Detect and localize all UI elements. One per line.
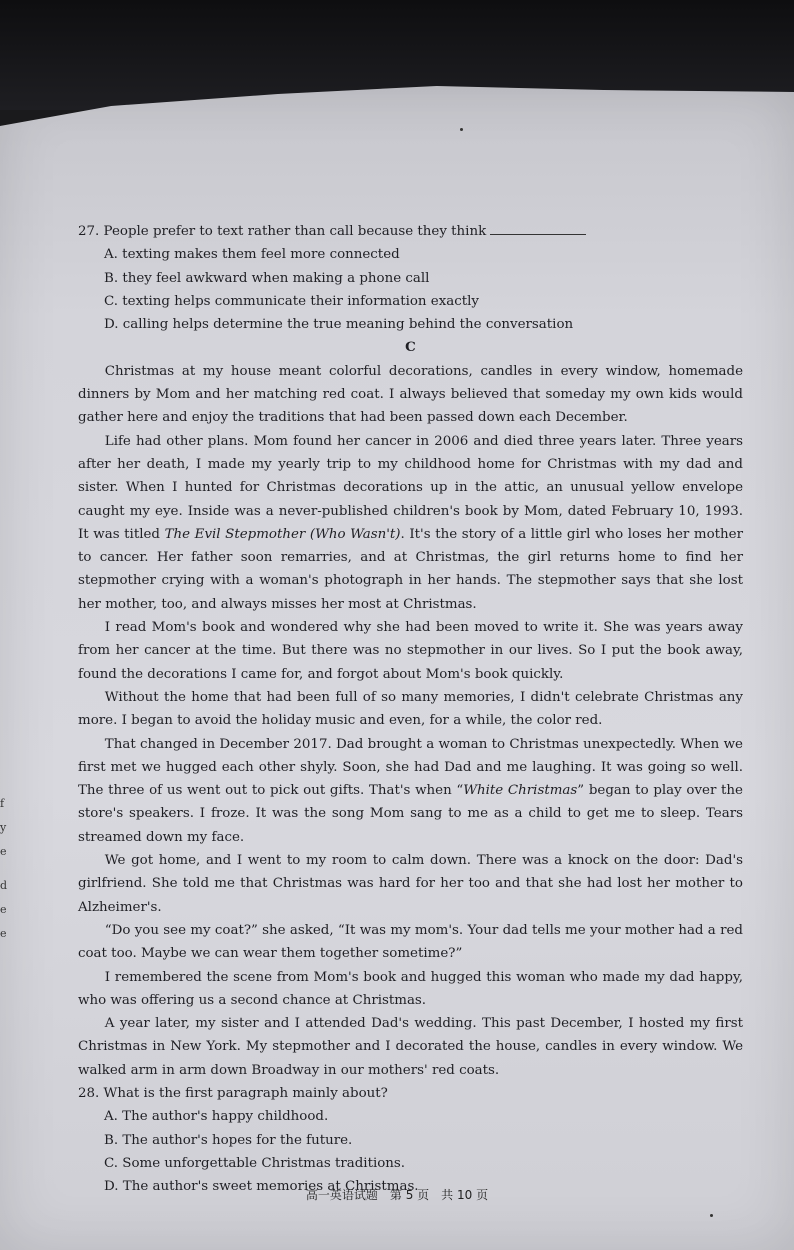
q28-option-c: C. Some unforgettable Christmas traditions. xyxy=(104,1155,406,1171)
passage-paragraph: I read Mom's book and wondered why she had been moved to write it. She was years away from her cancer at the time. But there was no stepmother in our lives. So I put the book away, found the decorations I came for, and forgot about Mom's book quickly. xyxy=(78,620,743,682)
passage-paragraph xyxy=(78,733,743,849)
passage-paragraph xyxy=(78,430,743,616)
passage-paragraph: Without the home that had been full of so many memories, I didn't celebrate Christmas any more. I began to avoid the holiday music and even, for a while, the color red. xyxy=(78,689,743,729)
page-footer: 高一英语试题 第 5 页 共 10 页 xyxy=(305,1188,489,1202)
page-content xyxy=(78,220,743,1198)
passage-paragraph: I remembered the scene from Mom's book and hugged this woman who made my dad happy, who was offering us a second chance at Christmas. xyxy=(78,969,743,1008)
passage-paragraph: “Do you see my coat?” she asked, “It was my mom's. Your dad tells me your mother had a red coat too. Maybe we can wear them together sometime?” xyxy=(78,922,743,962)
question-28: 28. What is the first paragraph mainly about? xyxy=(78,1085,388,1101)
q27-option-b: B. they feel awkward when making a phone call xyxy=(104,270,430,286)
edge-letter: d xyxy=(0,879,8,892)
answer-blank xyxy=(490,220,586,235)
passage-paragraph: We got home, and I went to my room to calm down. There was a knock on the door: Dad's girlfriend. She told me that Christmas was hard for her too and that she had lost her mother to Alzheimer's. xyxy=(78,853,743,915)
edge-letter: e xyxy=(0,927,7,940)
edge-letter: f xyxy=(0,797,5,810)
q28-option-d: D. The author's sweet memories at Christmas. xyxy=(104,1179,419,1195)
paragraph-text: . It's the story of a little girl who loses her mother to cancer. Her father soon remarries, and at Christmas, the girl returns home to find her stepmother crying with a woman's photograph in her hands. The stepmother says that she lost her mother, too, and always misses her most at Christmas. xyxy=(78,526,743,612)
passage-paragraph: A year later, my sister and I attended Dad's wedding. This past December, I hosted my first Christmas in New York. My stepmother and I decorated the house, candles in every window. We walked arm in arm down Broadway in our mothers' red coats. xyxy=(78,1016,743,1078)
paragraph-text: Life had other plans. Mom found her cancer in 2006 and died three years later. Three years after her death, I made my yearly trip to my childhood home for Christmas with my dad and sister. When I hunted for Christmas decorations up in the attic, an unusual yellow envelope caught my eye. Inside was a never-published children's book by Mom, dated February 10, 1993. It was titled xyxy=(78,433,743,542)
q28-option-a: A. The author's happy childhood. xyxy=(104,1109,329,1125)
question-27 xyxy=(78,220,743,243)
q27-option-a: A. texting makes them feel more connected xyxy=(104,247,400,263)
song-title: White Christmas xyxy=(463,783,578,799)
q27-option-d: D. calling helps determine the true meaning behind the conversation xyxy=(104,317,574,333)
paragraph-text: That changed in December 2017. Dad brought a woman to Christmas unexpectedly. When we first met we hugged each other shyly. Soon, she had Dad and me laughing. It was going so well. The three of us went out to pick out gifts. That's when “ xyxy=(78,736,743,799)
book-title: The Evil Stepmother (Who Wasn't) xyxy=(164,526,401,542)
edge-letter: y xyxy=(0,821,7,834)
q28-option-b: B. The author's hopes for the future. xyxy=(104,1132,353,1148)
q27-option-c: C. texting helps communicate their information exactly xyxy=(104,293,479,309)
edge-letters xyxy=(0,700,14,946)
edge-letter: e xyxy=(0,903,7,916)
speck xyxy=(460,128,463,131)
speck xyxy=(710,1214,713,1217)
paragraph-text: ” began to play over the store's speakers. I froze. It was the song Mom sang to me as a child to get me to sleep. Tears streamed down my face. xyxy=(78,783,743,845)
passage-paragraph: Christmas at my house meant colorful decorations, candles in every window, homemade dinners by Mom and her matching red coat. I always believed that someday my own kids would gather here and enjoy the traditions that had been passed down each December. xyxy=(78,363,743,426)
question-27-stem: 27. People prefer to text rather than call because they think xyxy=(78,224,487,239)
section-heading: C xyxy=(405,339,416,356)
edge-letter: e xyxy=(0,845,7,858)
